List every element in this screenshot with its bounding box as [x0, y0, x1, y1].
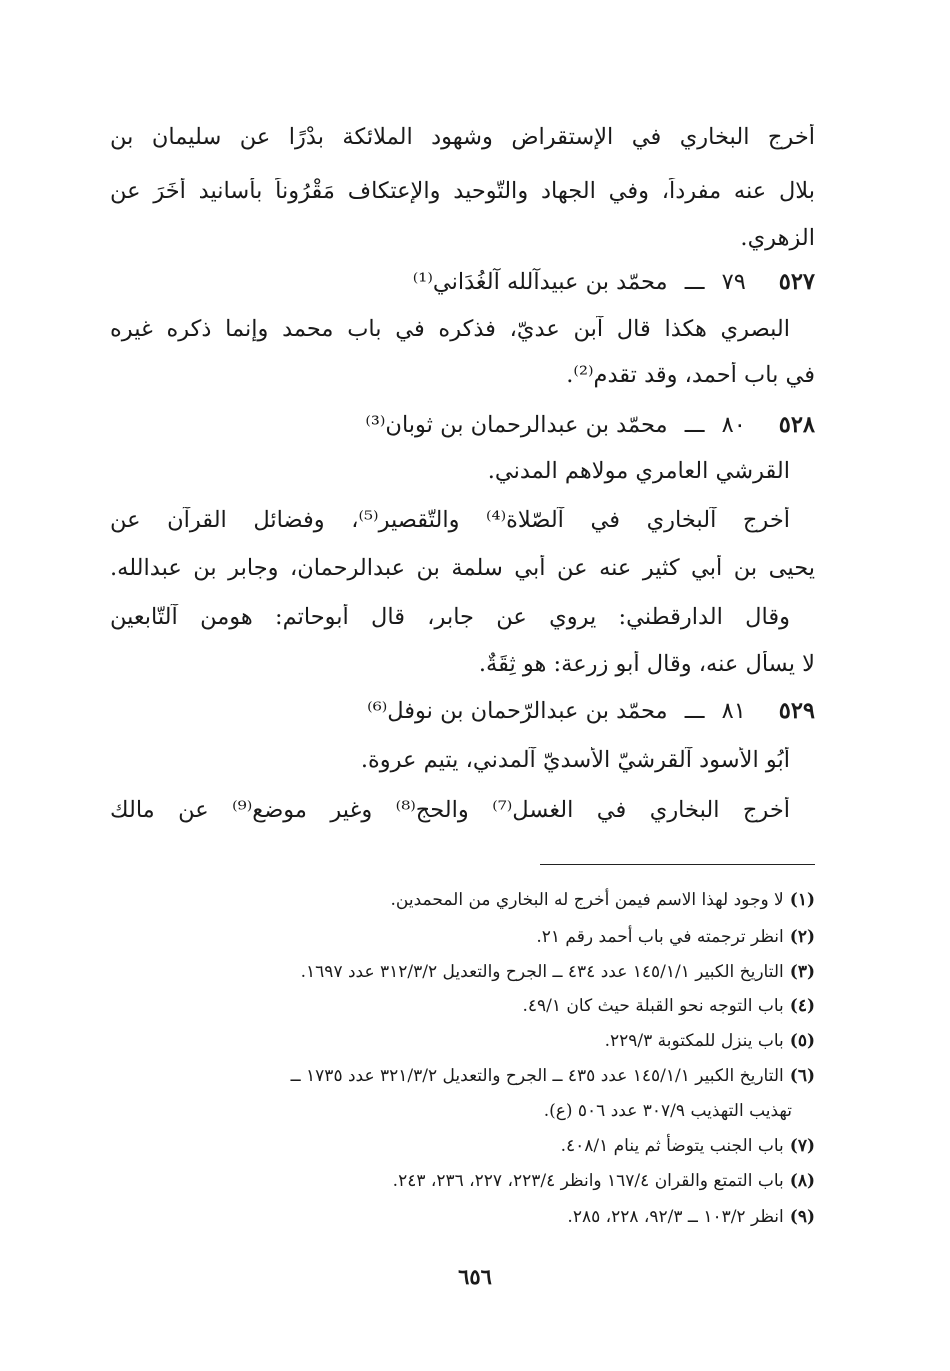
entry-dash: ـــ	[684, 412, 705, 438]
entry-subnumber: ٨١	[721, 698, 746, 724]
footnote: (٦)التاريخ الكبير ١٤٥/١/١ عدد ٤٣٥ ــ الجرح والتعديل ٣٢١/٣/٢ عدد ١٧٣٥ ــ	[290, 1066, 815, 1086]
entry-name: محمّد بن عبدالرّحمان بن نوفل⁽⁶⁾	[367, 698, 668, 724]
entry-subnumber: ٨٠	[721, 412, 746, 438]
entry-name: محمّد بن عبيدآلله آلغُدَاني⁽¹⁾	[412, 269, 668, 295]
footnote: (٣)التاريخ الكبير ١٤٥/١/١ عدد ٤٣٤ ــ الجرح والتعديل ٣١٢/٣/٢ عدد ١٦٩٧.	[300, 962, 815, 982]
entry-number: ٥٢٧	[778, 269, 815, 295]
entry-dash: ـــ	[684, 269, 705, 295]
entry-heading-528	[110, 412, 815, 438]
footnote: (٥)باب ينزل للمكتوبة ٢٢٩/٣.	[604, 1031, 815, 1051]
entry-number: ٥٢٨	[778, 412, 815, 438]
footnote: (٩)انظر ١٠٣/٢ ــ ٩٢/٣، ٢٢٨، ٢٨٥.	[567, 1207, 815, 1227]
paragraph-line: الزهري.	[740, 225, 815, 251]
paragraph-line: وقال الدارقطني: يروي عن جابر، قال أبوحاتم: هومن آلتّابعين	[110, 604, 790, 630]
entry-dash: ـــ	[684, 698, 705, 724]
paragraph-line: القرشي العامري مولاهم المدني.	[487, 458, 790, 484]
paragraph-line: أخرج البخاري في الغسل⁽⁷⁾ والحج⁽⁸⁾ وغير موضع⁽⁹⁾ عن مالك	[110, 797, 790, 823]
paragraph-line: أخرج آلبخاري في آلصّلاة⁽⁴⁾ والتّقصير⁽⁵⁾، وفضائل القرآن عن	[110, 507, 790, 533]
paragraph-line: أخرج البخاري في الإستقراض وشهود الملائكة بدْرًا عن سليمان بن	[110, 124, 815, 150]
page-number: ٦٥٦	[458, 1264, 492, 1289]
footnote-divider	[540, 864, 815, 865]
paragraph-line: أَبُو الأسود آلقرشيّ الأسديّ آلمدني، يتيم عروة.	[360, 747, 790, 773]
footnote: (٧)باب الجنب يتوضأ ثم ينام ٤٠٨/١.	[560, 1136, 815, 1156]
paragraph-line: البصري هكذا قال آبن عديّ، فذكره في باب محمد وإنما ذكره غيره	[110, 316, 790, 342]
entry-heading-529	[110, 698, 815, 724]
footnote-continuation: تهذيب التهذيب ٣٠٧/٩ عدد ٥٠٦ (ع).	[543, 1101, 792, 1121]
paragraph-line: لا يسأل عنه، وقال أبو زرعة: هو ثِقَةٌ.	[478, 651, 815, 677]
entry-heading-527	[110, 269, 815, 295]
footnote: (٢)انظر ترجمته في باب أحمد رقم ٢١.	[536, 927, 815, 947]
paragraph-line: في باب أحمد، وقد تقدم⁽²⁾.	[566, 362, 815, 388]
paragraph-line: يحيى بن أبي كثير عنه عن أبي سلمة بن عبدالرحمان، وجابر بن عبدالله.	[110, 555, 815, 581]
footnote: (٤)باب التوجه نحو القبلة حيث كان ٤٩/١.	[522, 996, 815, 1016]
entry-subnumber: ٧٩	[721, 269, 746, 295]
entry-name: محمّد بن عبدالرحمان بن ثوبان⁽³⁾	[365, 412, 668, 438]
footnote: (١)لا وجود لهذا الاسم فيمن أخرج له البخاري من المحمدين.	[390, 890, 815, 910]
paragraph-line: بلال عنه مفرداً، وفي الجهاد والتّوحيد والإعتكاف مَقْرُوناً بأسانيد أُخَرَ عن	[110, 178, 815, 204]
entry-number: ٥٢٩	[778, 698, 815, 724]
footnote: (٨)باب التمتع والقران ١٦٧/٤ وانظر ٢٢٣/٤، ٢٢٧، ٢٣٦، ٢٤٣.	[392, 1171, 815, 1191]
